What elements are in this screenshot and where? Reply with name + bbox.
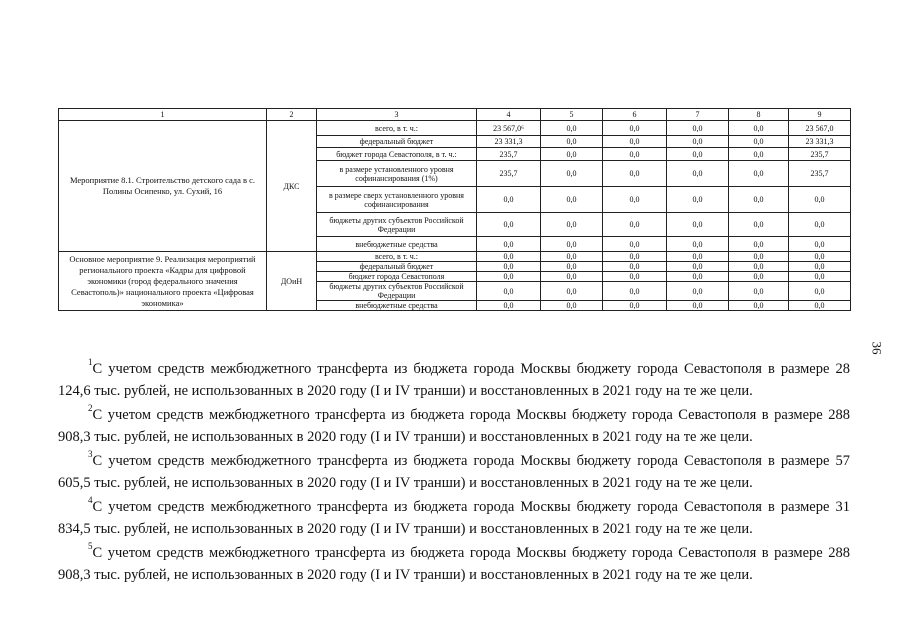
page-number: 36 — [869, 341, 885, 355]
amount-cell: 0,0 — [477, 252, 541, 262]
amount-cell: 0,0 — [603, 121, 667, 136]
amount-cell: 0,0 — [603, 187, 667, 213]
amount-cell: 23 331,3 — [477, 136, 541, 148]
executor-cell: ДКС — [267, 121, 317, 252]
footnote-text: С учетом средств межбюджетного трансферта из бюджета города Москвы бюджету города Севастополя в размере 288 908,3 тыс. рублей, не использованных в 2020 году (I и IV транши) и восстановленных в 2021 году на те же цели. — [58, 545, 850, 583]
funding-source-cell: в размере сверх установленного уровня софинансирования — [317, 187, 477, 213]
amount-cell: 0,0 — [667, 237, 729, 252]
funding-source-cell: бюджет города Севастополя — [317, 272, 477, 282]
amount-cell: 23 331,3 — [789, 136, 851, 148]
column-number: 6 — [603, 109, 667, 121]
funding-source-cell: бюджет города Севастополя, в т. ч.: — [317, 148, 477, 161]
funding-source-cell: внебюджетные средства — [317, 237, 477, 252]
amount-cell: 0,0 — [667, 161, 729, 187]
amount-cell: 0,0 — [729, 136, 789, 148]
amount-cell: 0,0 — [603, 282, 667, 301]
footnote-mark: 5 — [88, 541, 93, 551]
amount-cell: 0,0 — [477, 187, 541, 213]
amount-cell: 0,0 — [541, 213, 603, 237]
footnote — [58, 404, 850, 448]
amount-cell: 0,0 — [667, 262, 729, 272]
amount-cell: 0,0 — [667, 282, 729, 301]
amount-cell: 0,0 — [541, 161, 603, 187]
amount-cell: 0,0 — [729, 272, 789, 282]
amount-cell: 0,0 — [541, 272, 603, 282]
table-row — [59, 252, 851, 262]
column-number: 4 — [477, 109, 541, 121]
amount-cell: 0,0 — [541, 136, 603, 148]
footnote-text: С учетом средств межбюджетного трансферта из бюджета города Москвы бюджету города Севастополя в размере 31 834,5 тыс. рублей, не использованных в 2020 году (I и IV транши) и восстановленных в 2021 году на те же цели. — [58, 499, 850, 537]
table-row — [59, 121, 851, 136]
column-number: 7 — [667, 109, 729, 121]
amount-cell: 0,0 — [789, 282, 851, 301]
amount-cell: 0,0 — [667, 121, 729, 136]
amount-cell: 0,0 — [477, 213, 541, 237]
amount-cell: 235,7 — [789, 148, 851, 161]
amount-cell: 0,0 — [729, 121, 789, 136]
amount-cell: 0,0 — [667, 136, 729, 148]
amount-cell: 0,0 — [603, 136, 667, 148]
funding-source-cell: внебюджетные средства — [317, 301, 477, 311]
amount-cell: 0,0 — [603, 161, 667, 187]
amount-cell: 23 567,0 — [789, 121, 851, 136]
amount-cell: 0,0 — [729, 213, 789, 237]
amount-cell: 235,7 — [789, 161, 851, 187]
amount-cell: 0,0 — [541, 252, 603, 262]
funding-source-cell: всего, в т. ч.: — [317, 252, 477, 262]
amount-cell: 0,0 — [667, 213, 729, 237]
table-header-row — [59, 109, 851, 121]
footnote-text: С учетом средств межбюджетного трансферта из бюджета города Москвы бюджету города Севастополя в размере 28 124,6 тыс. рублей, не использованных в 2020 году (I и IV транши) и восстановленных в 2021 году на те же цели. — [58, 361, 850, 399]
column-number: 3 — [317, 109, 477, 121]
amount-cell: 0,0 — [667, 272, 729, 282]
amount-cell: 0,0 — [729, 237, 789, 252]
amount-cell: 0,0 — [729, 252, 789, 262]
funding-source-cell: федеральный бюджет — [317, 262, 477, 272]
amount-cell: 0,0 — [667, 252, 729, 262]
amount-cell: 0,0 — [603, 262, 667, 272]
amount-cell: 0,0 — [541, 148, 603, 161]
footnote-mark: 4 — [88, 495, 93, 505]
amount-cell: 0,0 — [729, 148, 789, 161]
amount-cell: 0,0 — [729, 161, 789, 187]
funding-source-cell: всего, в т. ч.: — [317, 121, 477, 136]
footnote-text: С учетом средств межбюджетного трансферта из бюджета города Москвы бюджету города Севастополя в размере 57 605,5 тыс. рублей, не использованных в 2020 году (I и IV транши) и восстановленных в 2021 году на те же цели. — [58, 453, 850, 491]
amount-cell: 0,0 — [541, 301, 603, 311]
footnote — [58, 358, 850, 402]
amount-cell: 0,0 — [603, 301, 667, 311]
amount-cell: 0,0 — [789, 262, 851, 272]
amount-cell: 0,0 — [667, 148, 729, 161]
footnote — [58, 542, 850, 586]
amount-cell: 0,0 — [729, 187, 789, 213]
amount-cell: 0,0 — [789, 213, 851, 237]
footnote — [58, 450, 850, 494]
amount-cell: 0,0 — [729, 262, 789, 272]
amount-cell: 0,0 — [541, 121, 603, 136]
column-number: 9 — [789, 109, 851, 121]
amount-cell: 0,0 — [541, 237, 603, 252]
footnote-mark: 1 — [88, 357, 93, 367]
amount-cell: 0,0 — [789, 272, 851, 282]
column-number: 2 — [267, 109, 317, 121]
budget-table — [58, 108, 851, 311]
funding-source-cell: бюджеты других субъектов Российской Федерации — [317, 282, 477, 301]
amount-cell: 0,0 — [789, 187, 851, 213]
executor-cell: ДОиН — [267, 252, 317, 311]
amount-cell: 0,0 — [477, 237, 541, 252]
column-number: 1 — [59, 109, 267, 121]
amount-cell: 0,0 — [477, 272, 541, 282]
amount-cell: 0,0 — [603, 148, 667, 161]
amount-cell: 23 567,0⁶ — [477, 121, 541, 136]
amount-cell: 0,0 — [603, 252, 667, 262]
funding-source-cell: федеральный бюджет — [317, 136, 477, 148]
amount-cell: 235,7 — [477, 161, 541, 187]
amount-cell: 0,0 — [603, 213, 667, 237]
amount-cell: 0,0 — [541, 187, 603, 213]
amount-cell: 0,0 — [789, 237, 851, 252]
amount-cell: 235,7 — [477, 148, 541, 161]
footnotes — [58, 358, 850, 588]
footnote-text: С учетом средств межбюджетного трансферта из бюджета города Москвы бюджету города Севастополя в размере 288 908,3 тыс. рублей, не использованных в 2020 году (I и IV транши) и восстановленных в 2021 году на те же цели. — [58, 407, 850, 445]
amount-cell: 0,0 — [477, 301, 541, 311]
amount-cell: 0,0 — [603, 272, 667, 282]
amount-cell: 0,0 — [541, 262, 603, 272]
amount-cell: 0,0 — [667, 187, 729, 213]
activity-name: Основное мероприятие 9. Реализация мероприятий регионального проекта «Кадры для цифровой экономики (город федерального значения Севастополь)» национального проекта «Цифровая экономика» — [59, 252, 267, 311]
amount-cell: 0,0 — [729, 282, 789, 301]
amount-cell: 0,0 — [789, 301, 851, 311]
footnote-mark: 2 — [88, 403, 93, 413]
amount-cell: 0,0 — [477, 262, 541, 272]
column-number: 8 — [729, 109, 789, 121]
funding-source-cell: в размере установленного уровня софинансирования (1%) — [317, 161, 477, 187]
amount-cell: 0,0 — [667, 301, 729, 311]
amount-cell: 0,0 — [477, 282, 541, 301]
amount-cell: 0,0 — [729, 301, 789, 311]
footnote — [58, 496, 850, 540]
amount-cell: 0,0 — [603, 237, 667, 252]
column-number: 5 — [541, 109, 603, 121]
amount-cell: 0,0 — [789, 252, 851, 262]
funding-source-cell: бюджеты других субъектов Российской Федерации — [317, 213, 477, 237]
amount-cell: 0,0 — [541, 282, 603, 301]
footnote-mark: 3 — [88, 449, 93, 459]
activity-name: Мероприятие 8.1. Строительство детского сада в с. Полины Осипенко, ул. Сухий, 16 — [59, 121, 267, 252]
